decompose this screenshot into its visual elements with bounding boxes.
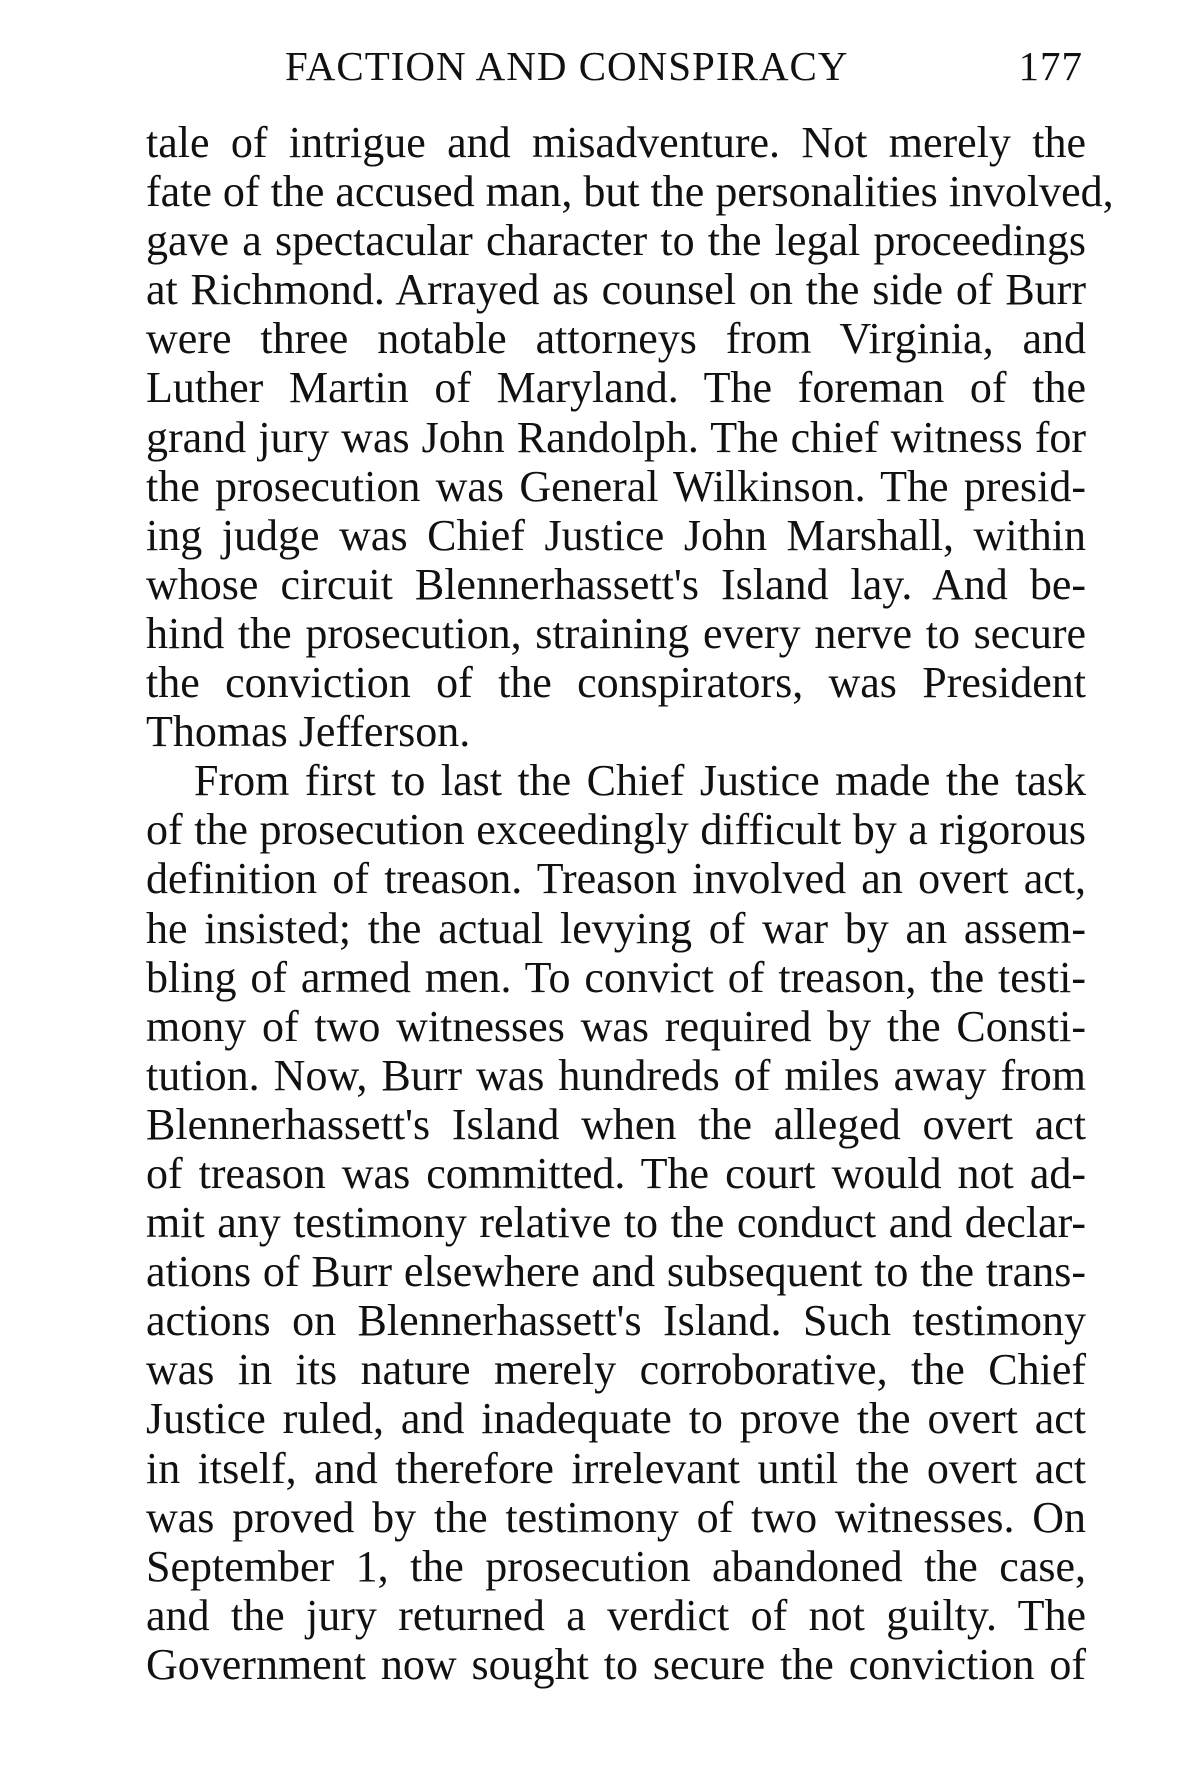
text-line: grand jury was John Randolph. The chief witness for [146, 412, 1086, 462]
text-line: gave a spectacular character to the legal proceedings [146, 216, 1086, 266]
paragraph-2 [146, 756, 1086, 1689]
page-number: 177 [1018, 43, 1083, 89]
text-line: actions on Blennerhassett's Island. Such testimony [146, 1296, 1086, 1346]
text-line: mony of two witnesses was required by the Consti- [146, 1001, 1086, 1051]
text-line: of treason was committed. The court would not ad- [146, 1148, 1086, 1198]
paragraph-1 [146, 118, 1114, 757]
running-head [285, 42, 1085, 98]
text-line: bling of armed men. To convict of treason, the testi- [146, 952, 1086, 1002]
text-line: whose circuit Blennerhassett's Island lay. And be- [146, 559, 1086, 609]
text-line: the prosecution was General Wilkinson. The presid- [146, 461, 1086, 511]
text-line: he insisted; the actual levying of war by an assem- [146, 903, 1086, 953]
text-line: at Richmond. Arrayed as counsel on the side of Burr [146, 265, 1086, 315]
text-line: and the jury returned a verdict of not guilty. The [146, 1590, 1086, 1640]
text-line: were three notable attorneys from Virginia, and [146, 314, 1086, 364]
text-line: From first to last the Chief Justice made the task [194, 756, 1086, 806]
text-line: mit any testimony relative to the conduct and declar- [146, 1198, 1086, 1248]
text-line: tution. Now, Burr was hundreds of miles away from [146, 1050, 1086, 1100]
text-line: Justice ruled, and inadequate to prove the overt act [146, 1394, 1086, 1444]
text-line: was in its nature merely corroborative, the Chief [146, 1345, 1086, 1395]
text-line: hind the prosecution, straining every nerve to secure [146, 608, 1086, 658]
text-line: in itself, and therefore irrelevant until the overt act [146, 1443, 1086, 1493]
text-line: ing judge was Chief Justice John Marshall, within [146, 510, 1086, 560]
text-line: was proved by the testimony of two witnesses. On [146, 1492, 1086, 1542]
text-line: of the prosecution exceedingly difficult by a rigorous [146, 805, 1086, 855]
text-line: Government now sought to secure the conviction of [146, 1639, 1086, 1689]
running-title: FACTION AND CONSPIRACY [285, 43, 849, 89]
text-line: September 1, the prosecution abandoned the case, [146, 1541, 1086, 1591]
text-line: Thomas Jefferson. [146, 707, 471, 757]
text-line: Luther Martin of Maryland. The foreman of the [146, 363, 1086, 413]
text-line: the conviction of the conspirators, was President [146, 658, 1086, 708]
text-line: fate of the accused man, but the personalities involved, [146, 167, 1114, 217]
text-line: definition of treason. Treason involved an overt act, [146, 854, 1086, 904]
text-line: tale of intrigue and misadventure. Not merely the [146, 118, 1086, 167]
body-text [146, 118, 1114, 1689]
text-line: Blennerhassett's Island when the alleged overt act [146, 1099, 1086, 1149]
text-line: ations of Burr elsewhere and subsequent to the trans- [146, 1247, 1086, 1297]
